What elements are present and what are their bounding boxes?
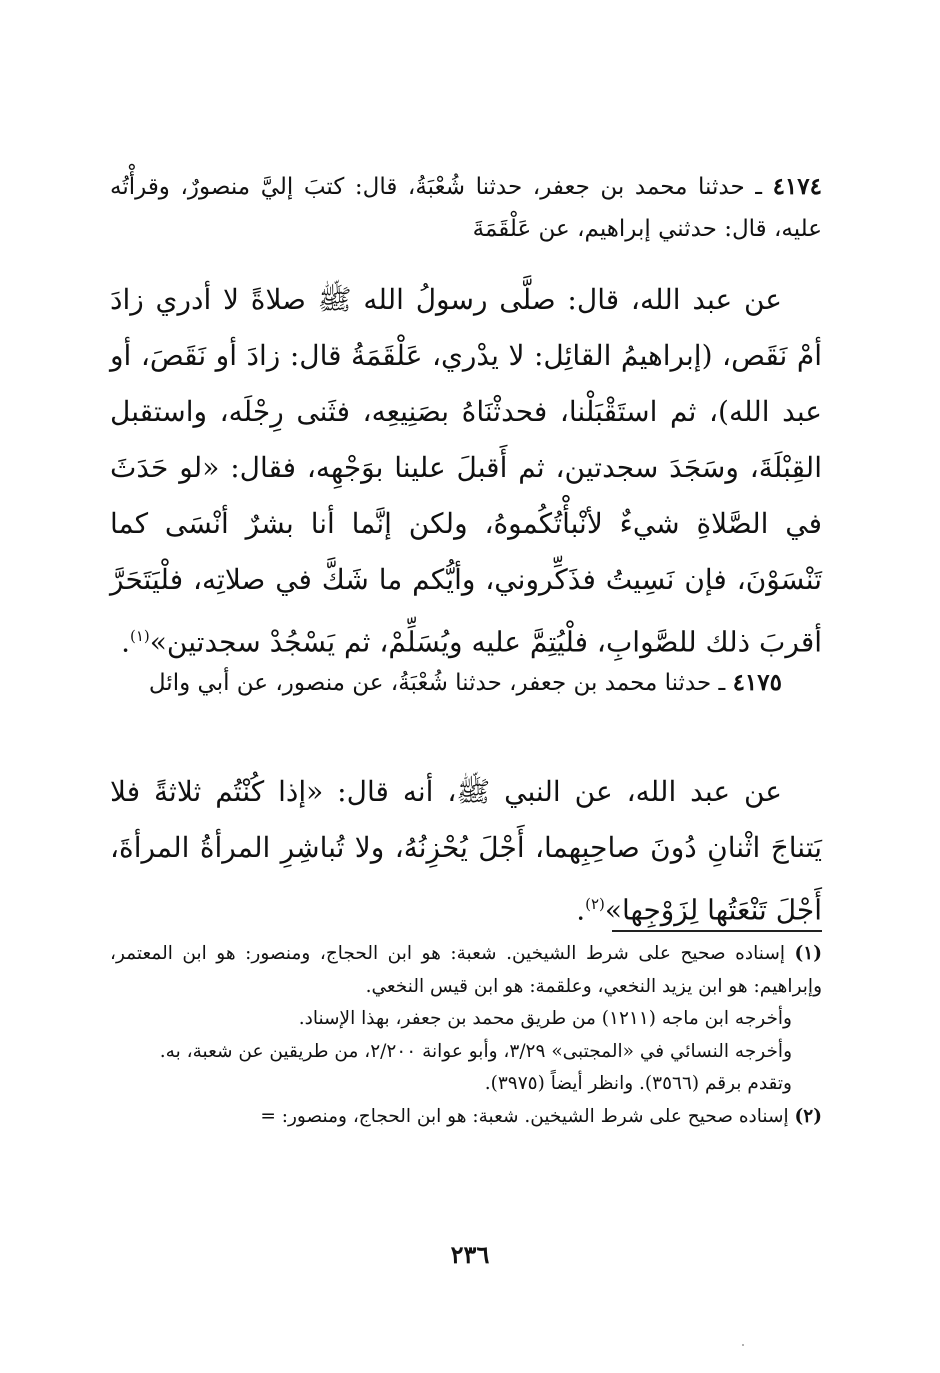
footnote-2-text: إسناده صحيح على شرط الشيخين. شعبة: هو ابن الحجاج، ومنصور: = <box>260 1105 789 1127</box>
footnote-1-takhrij-1: وأخرجه ابن ماجه (١٢١١) من طريق محمد بن جعفر، بهذا الإسناد. <box>298 1008 792 1029</box>
hadith-4175-isnad <box>110 662 822 704</box>
hadith-4175-matn-text: عن عبد الله، عن النبي ﷺ، أنه قال: «إذا كُنْتُم ثلاثةً فلا يَتناجَ اثْنانِ دُونَ صاحِبِهما، أَجْلَ يُحْزِنُهُ، ولا تُباشِرِ المرأةُ المرأةَ، أَجْلَ تَنْعَتُها لِزَوْجِها» <box>110 775 822 927</box>
footnote-1-line-4 <box>110 1068 822 1101</box>
hadith-4175-number: ٤١٧٥ <box>732 669 782 696</box>
hadith-4175-matn: عن عبد الله، عن النبي ﷺ، أنه قال: «إذا كُنْتُم ثلاثةً فلا يَتناجَ اثْنانِ دُونَ صاحِبِهما، أَجْلَ يُحْزِنُهُ، ولا تُباشِرِ المرأةُ المرأةَ، أَجْلَ تَنْعَتُها لِزَوْجِها»$^{(٢)}$. <box>110 775 822 927</box>
footnote-1-text: إسناده صحيح على شرط الشيخين. شعبة: هو ابن الحجاج، ومنصور: هو ابن المعتمر، وإبراهيم: هو ابن يزيد النخعي، وعلقمة: هو ابن قيس النخعي. <box>110 943 822 997</box>
hadith-4174-isnad <box>110 166 822 250</box>
footnote-1-cross-reference: وتقدم برقم (٣٥٦٦). وانظر أيضاً (٣٩٧٥). <box>484 1073 792 1094</box>
footnote-1-line-3 <box>110 1036 822 1069</box>
hadith-4174-matn: عن عبد الله، قال: صلَّى رسولُ الله ﷺ صلاةً لا أدري زادَ أمْ نَقَص، (إبراهيمُ القائِل: لا يدْري، عَلْقَمَةُ قال: زادَ أو نَقَصَ، أو عبد الله)، ثم استَقْبَلْنا، فحدثْنَاهُ بصَنِيعِه، فثَنى رِجْلَه، واستقبل القِبْلَةَ، وسَجَدَ سجدتين، ثم أَقبلَ علينا بوَجْهِه، فقال: «لو حَدَثَ في الصَّلاةِ شيءٌ لأنْبأْتُكُموهُ، ولكن إنَّما أنا بشرٌ أنْسَى كما تَنْسَوْنَ، فإن نَسِيتُ فذَكِّروني، وأيُّكم ما شَكَّ في صلاتِه، فلْيَتَحَرَّ أقربَ ذلك للصَّوابِ، فلْيُتِمَّ عليه ويُسَلِّمْ، ثم يَسْجُدْ سجدتين»$^{(١)}$. <box>110 283 823 659</box>
hadith-4174-matn-text: عن عبد الله، قال: صلَّى رسولُ الله ﷺ صلاةً لا أدري زادَ أمْ نَقَص، (إبراهيمُ القائِل: لا يدْري، عَلْقَمَةُ قال: زادَ أو نَقَصَ، أو عبد الله)، ثم استَقْبَلْنا، فحدثْنَاهُ بصَنِيعِه، فثَنى رِجْلَه، واستقبل القِبْلَةَ، وسَجَدَ سجدتين، ثم أَقبلَ علينا بوَجْهِه، فقال: «لو حَدَثَ في الصَّلاةِ شيءٌ لأنْبأْتُكُموهُ، ولكن إنَّما أنا بشرٌ أنْسَى كما تَنْسَوْنَ، فإن نَسِيتُ فذَكِّروني، وأيُّكم ما شَكَّ في صلاتِه، فلْيَتَحَرَّ أقربَ ذلك للصَّوابِ، فلْيُتِمَّ عليه ويُسَلِّمْ، ثم يَسْجُدْ سجدتين» <box>110 283 823 659</box>
footnote-separator <box>612 930 822 932</box>
hadith-4175-footnote-ref: (٢) <box>585 895 605 913</box>
hadith-4175-isnad-text: ـ حدثنا محمد بن جعفر، حدثنا شُعْبَةُ، عن منصور، عن أبي وائل <box>148 670 726 696</box>
page-number: ٢٣٦ <box>450 1240 490 1269</box>
hadith-4174-number: ٤١٧٤ <box>772 173 822 200</box>
hadith-4174-isnad-text: ـ حدثنا محمد بن جعفر، حدثنا شُعْبَةُ، قال: كتبَ إليَّ منصورٌ، وقرأْتُه عليه، قال: حدثني إبراهيم، عن عَلْقَمَةَ <box>110 174 822 242</box>
footnote-2-line-1 <box>110 1101 822 1134</box>
footnote-1-line-1 <box>110 938 822 1003</box>
scan-speck <box>742 1344 744 1346</box>
footnote-1-line-2 <box>110 1003 822 1036</box>
footnote-2-mark: (٢) <box>794 1105 822 1127</box>
footnotes <box>110 938 822 1133</box>
hadith-4174-footnote-ref: (١) <box>129 627 150 645</box>
footnote-1-mark: (١) <box>794 943 822 964</box>
footnote-1-takhrij-2: وأخرجه النسائي في «المجتبى» ٣/٢٩، وأبو عوانة ٢/٢٠٠، من طريقين عن شعبة، به. <box>159 1040 792 1062</box>
